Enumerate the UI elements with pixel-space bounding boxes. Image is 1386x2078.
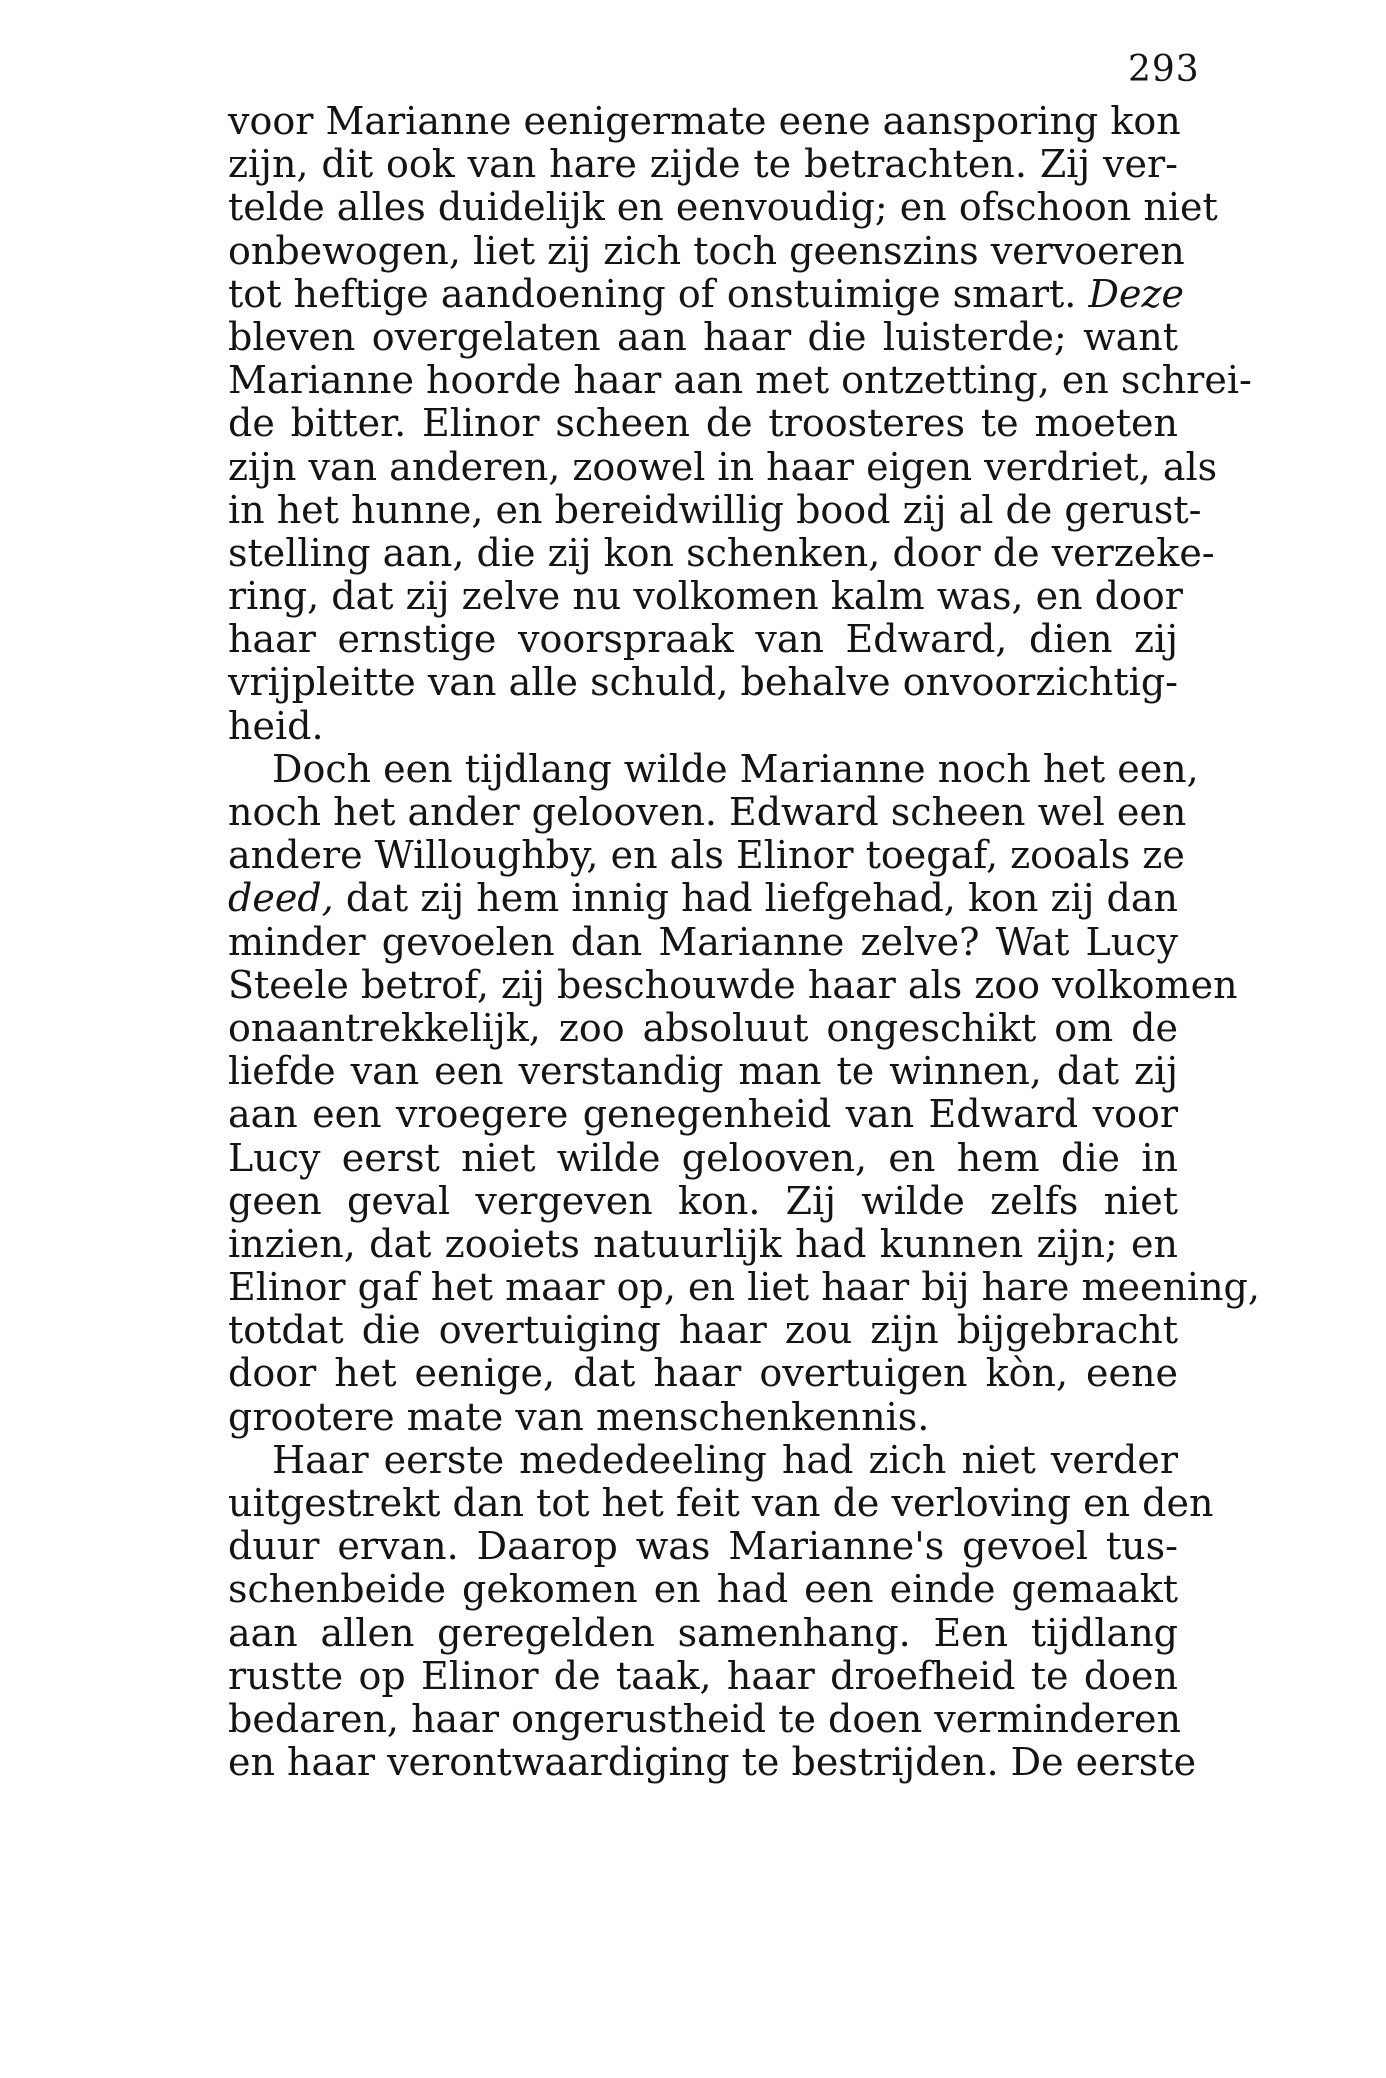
text-line: en haar verontwaardiging te bestrijden. De eerste <box>228 1740 1197 1785</box>
text-line: Steele betrof, zij beschouwde haar als zoo volkomen <box>228 962 1238 1007</box>
text-line-paragraph-end: heid. <box>228 703 324 748</box>
text-line: onbewogen, liet zij zich toch geenszins vervoeren <box>228 228 1185 273</box>
text-line: schenbeide gekomen en had een einde gemaakt <box>228 1567 1178 1612</box>
text-line: zijn, dit ook van hare zijde te betrachten. Zij ver- <box>228 142 1178 187</box>
italic-word: deed, <box>228 876 334 921</box>
text-line: aan allen geregelden samenhang. Een tijdlang <box>228 1610 1178 1655</box>
text-line: in het hunne, en bereidwillig bood zij al de gerust- <box>228 487 1202 532</box>
text-line-paragraph-end: grootere mate van menschenkennis. <box>228 1394 930 1439</box>
text-line: inzien, dat zooiets natuurlijk had kunnen zijn; en <box>228 1221 1178 1266</box>
text-line: onaantrekkelijk, zoo absoluut ongeschikt om de <box>228 1005 1178 1050</box>
text-line: ring, dat zij zelve nu volkomen kalm was, en door <box>228 574 1183 619</box>
text-line: Marianne hoorde haar aan met ontzetting, en schrei- <box>228 358 1252 403</box>
text-line: duur ervan. Daarop was Marianne's gevoel tus- <box>228 1524 1178 1569</box>
text-line: liefde van een verstandig man te winnen, dat zij <box>228 1049 1178 1094</box>
text-line: zijn van anderen, zoowel in haar eigen verdriet, als <box>228 444 1218 489</box>
text-line-paragraph-start: Haar eerste mededeeling had zich niet verder <box>272 1437 1178 1482</box>
text-line: voor Marianne eenigermate eene aansporing kon <box>228 99 1181 143</box>
text-line: bleven overgelaten aan haar die luisterde; want <box>228 314 1178 359</box>
text-line: haar ernstige voorspraak van Edward, dien zij <box>228 617 1178 662</box>
text-line-with-italic <box>228 271 1184 316</box>
text-line: de bitter. Elinor scheen de troosteres te moeten <box>228 401 1178 446</box>
text-line: telde alles duidelijk en eenvoudig; en ofschoon niet <box>228 185 1218 230</box>
text-line: minder gevoelen dan Marianne zelve? Wat Lucy <box>228 919 1178 964</box>
text-line-with-italic <box>228 877 1178 920</box>
page-number: 293 <box>1128 49 1200 90</box>
text-line: stelling aan, die zij kon schenken, door de verzeke- <box>228 530 1215 575</box>
text-segment: dat zij hem innig had liefgehad, kon zij dan <box>345 876 1178 921</box>
text-line: Lucy eerst niet wilde gelooven, en hem die in <box>228 1135 1178 1180</box>
text-line: vrijpleitte van alle schuld, behalve onvoorzichtig- <box>228 660 1178 705</box>
text-segment: tot heftige aandoening of onstuimige smart. <box>228 271 1077 316</box>
text-line: aan een vroegere genegenheid van Edward voor <box>228 1092 1178 1137</box>
text-line: totdat die overtuiging haar zou zijn bijgebracht <box>228 1308 1178 1353</box>
text-line: noch het ander gelooven. Edward scheen wel een <box>228 790 1187 834</box>
text-line: geen geval vergeven kon. Zij wilde zelfs niet <box>228 1178 1178 1223</box>
text-line: uitgestrekt dan tot het feit van de verloving en den <box>228 1481 1214 1525</box>
text-line-paragraph-start: Doch een tijdlang wilde Marianne noch het een, <box>272 746 1199 791</box>
italic-word: Deze <box>1088 271 1184 316</box>
body-text <box>228 99 1260 1785</box>
text-line: Elinor gaf het maar op, en liet haar bij hare meening, <box>228 1265 1260 1310</box>
text-line: bedaren, haar ongerustheid te doen verminderen <box>228 1696 1182 1741</box>
text-line: door het eenige, dat haar overtuigen kòn, eene <box>228 1351 1178 1396</box>
text-line: rustte op Elinor de taak, haar droefheid te doen <box>228 1653 1178 1698</box>
text-line: andere Willoughby, en als Elinor toegaf, zooals ze <box>228 833 1185 878</box>
